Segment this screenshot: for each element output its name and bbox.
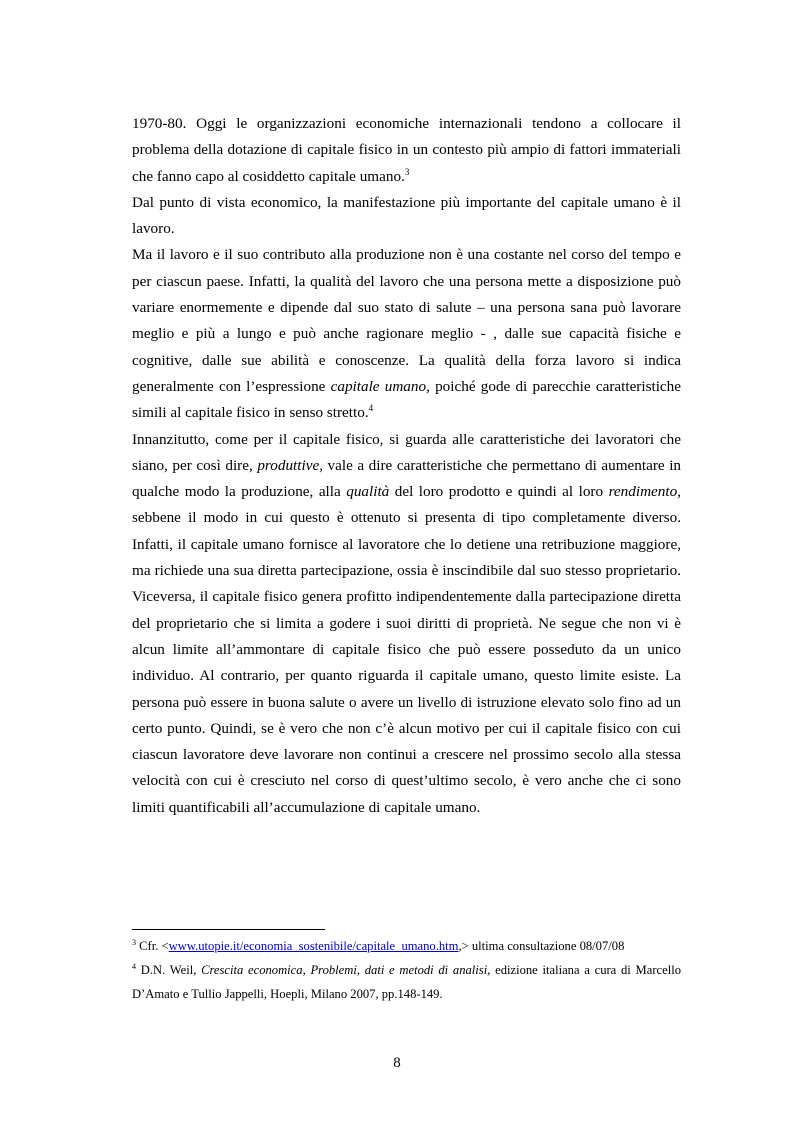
footnote-4-title: Crescita economica, Problemi, dati e metodi di analisi [201, 963, 488, 977]
paragraph-3-text-b: , poiché gode di parecchie caratteristiche simili al capitale fisico in senso stretto. [132, 377, 682, 422]
paragraph-4-text-b: , vale a dire caratteristiche che permettano di aumentare in qualche modo la produzione, alla [132, 456, 682, 501]
paragraph-1 [132, 111, 681, 190]
paragraph-4-text-d: , sebbene il modo in cui questo è ottenuto si presenta di tipo completamente diverso. Infatti, il capitale umano fornisce al lavoratore che lo detiene una retribuzione maggiore, ma richiede una sua diretta partecipazione, ossia è inscindibile dal suo stesso proprietario. Viceversa, il capitale fisico genera profitto indipendentemente dalla partecipazione diretta del proprietario che si limita a godere i suoi diritti di proprietà. Ne segue che non vi è alcun limite all’ammontare di capitale fisico che può essere posseduto da un unico individuo. Al contrario, per quanto riguarda il capitale umano, questo limite esiste. La persona può essere in buona salute o avere un livello di istruzione elevato solo fino ad un certo punto. Quindi, se è vero che non c’è alcun motivo per cui il capitale fisico con cui ciascun lavoratore deve lavorare non continui a crescere nel prossimo secolo alla stessa velocità con cui è cresciuto nel corso di quest’ultimo secolo, è vero anche che ci sono limiti quantificabili all’accumulazione di capitale umano. [132, 483, 681, 816]
footnotes [132, 934, 681, 1006]
footnote-3-suffix: ,> ultima consultazione 08/07/08 [458, 939, 625, 953]
footnote-4-mark: 4 [132, 962, 136, 971]
footnote-3-link[interactable]: www.utopie.it/economia_sostenibile/capitale_umano.htm [168, 939, 459, 953]
paragraph-2: Dal punto di vista economico, la manifestazione più importante del capitale umano è il lavoro. [132, 193, 681, 238]
footnote-3-prefix: Cfr. < [136, 939, 169, 953]
footnote-ref-4[interactable]: 4 [368, 403, 374, 414]
footnote-3 [132, 934, 681, 958]
footnote-4 [132, 958, 681, 1006]
footnote-4-suffix: , edizione italiana a cura di Marcello D’Amato e Tullio Jappelli, Hoepli, Milano 2007, pp.148-149. [132, 963, 681, 1001]
paragraph-3-text-a: Ma il lavoro e il suo contributo alla produzione non è una costante nel corso del tempo e per ciascun paese. Infatti, la qualità del lavoro che una persona mette a disposizione può variare enormemente e dipende dal suo stato di salute – una persona sana può lavorare meglio e più a lungo e può anche ragionare meglio - , dalle sue capacità fisiche e cognitive, dalle sue abilità e conoscenze. La qualità della forza lavoro si indica generalmente con l’espressione [132, 246, 681, 395]
paragraph-4-text-a: Innanzitutto, come per il capitale fisico, si guarda alle caratteristiche dei lavoratori che siano, per così dire, [132, 430, 681, 474]
footnote-separator [132, 929, 325, 930]
paragraph-3 [132, 242, 681, 426]
footnote-3-mark: 3 [132, 938, 136, 947]
page-number: 8 [393, 1055, 401, 1071]
paragraph-4-text-c: del loro prodotto e quindi al loro [389, 483, 609, 501]
paragraph-1-text: 1970-80. Oggi le organizzazioni economiche internazionali tendono a collocare il problema della dotazione di capitale fisico in un contesto più ampio di fattori immateriali che fanno capo al cosiddetto capitale umano. [132, 115, 681, 185]
paragraph-4-emphasis-3: rendimento [608, 483, 678, 501]
footnote-4-prefix: D.N. Weil, [136, 963, 202, 977]
paragraph-4 [132, 427, 681, 821]
body-text [132, 111, 681, 821]
footnote-ref-3[interactable]: 3 [404, 166, 410, 177]
paragraph-3-emphasis: capitale umano [330, 377, 427, 395]
paragraph-4-emphasis-2: qualità [346, 483, 390, 501]
paragraph-4-emphasis-1: produttive [257, 456, 320, 474]
